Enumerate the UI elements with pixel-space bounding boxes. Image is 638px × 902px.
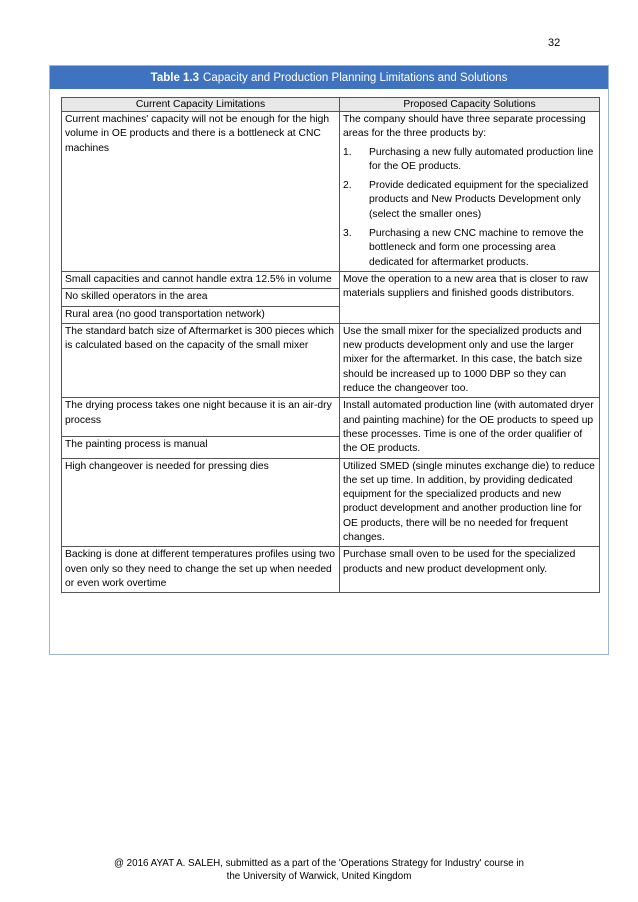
limitation-cell: The standard batch size of Aftermarket is 300 pieces which is calculated based on the capacity of the small mixer (62, 323, 340, 397)
table-label: Table 1.3 (150, 71, 200, 84)
table-header-row (62, 98, 600, 112)
solution-intro: The company should have three separate processing areas for the three products by: (343, 114, 586, 140)
list-item (343, 179, 596, 222)
limitation-cell: Current machines' capacity will not be enough for the high volume in OE products and there is a bottleneck at CNC machines (62, 112, 340, 272)
limitation-cell: Backing is done at different temperatures profiles using two oven only so they need to change the set up when needed or even work overtime (62, 547, 340, 593)
solution-cell: Purchase small oven to be used for the specialized products and new product development only. (340, 547, 600, 593)
table-caption-text: Capacity and Production Planning Limitations and Solutions (203, 71, 508, 84)
list-item (343, 146, 596, 175)
limitation-cell: Small capacities and cannot handle extra 12.5% in volume (62, 271, 340, 288)
page-footer (0, 857, 638, 883)
table-row (62, 112, 600, 272)
solution-cell (340, 112, 600, 272)
list-number: 2. (343, 180, 352, 192)
list-number: 3. (343, 228, 352, 240)
limitations-solutions-table (61, 97, 600, 593)
table-container (49, 65, 609, 655)
list-number: 1. (343, 146, 352, 158)
list-item (343, 227, 596, 270)
list-text: Purchasing a new fully automated production line for the OE products. (369, 146, 594, 172)
header-proposed-solutions: Proposed Capacity Solutions (340, 98, 600, 112)
table-row (62, 458, 600, 547)
limitation-cell: The painting process is manual (62, 437, 340, 458)
limitation-cell: Rural area (no good transportation network) (62, 306, 340, 323)
solution-cell: Install automated production line (with automated dryer and painting machine) for the OE products to speed up these processes. Time is one of the order qualifier of the OE products. (340, 398, 600, 458)
table-row (62, 398, 600, 437)
list-text: Purchasing a new CNC machine to remove the bottleneck and form one processing area dedicated for aftermarket products. (369, 228, 584, 268)
header-current-limitations: Current Capacity Limitations (62, 98, 340, 112)
solution-cell: Use the small mixer for the specialized products and new products development only and use the larger mixer for the aftermarket. In this case, the batch size should be increased up to 1000 DBP so they can reduce the changeover too. (340, 323, 600, 397)
solution-list (343, 146, 596, 270)
table-caption (50, 66, 608, 89)
table-row (62, 547, 600, 593)
table-row (62, 271, 600, 288)
footer-line-1: @ 2016 AYAT A. SALEH, submitted as a part of the 'Operations Strategy for Industry' course in (114, 858, 524, 869)
solution-cell: Move the operation to a new area that is closer to raw materials suppliers and finished goods distributors. (340, 271, 600, 323)
list-text: Provide dedicated equipment for the specialized products and New Products Development only (select the smaller ones) (369, 180, 589, 220)
page-number: 32 (548, 37, 561, 49)
limitation-cell: The drying process takes one night because it is an air-dry process (62, 398, 340, 437)
footer-line-2: the University of Warwick, United Kingdom (226, 871, 412, 882)
limitation-cell: No skilled operators in the area (62, 289, 340, 306)
limitation-cell: High changeover is needed for pressing dies (62, 458, 340, 547)
table-row (62, 323, 600, 397)
solution-cell: Utilized SMED (single minutes exchange die) to reduce the set up time. In addition, by providing dedicated equipment for the specialized products and new product development and another production line for OE products, there will be no needed for frequent changes. (340, 458, 600, 547)
